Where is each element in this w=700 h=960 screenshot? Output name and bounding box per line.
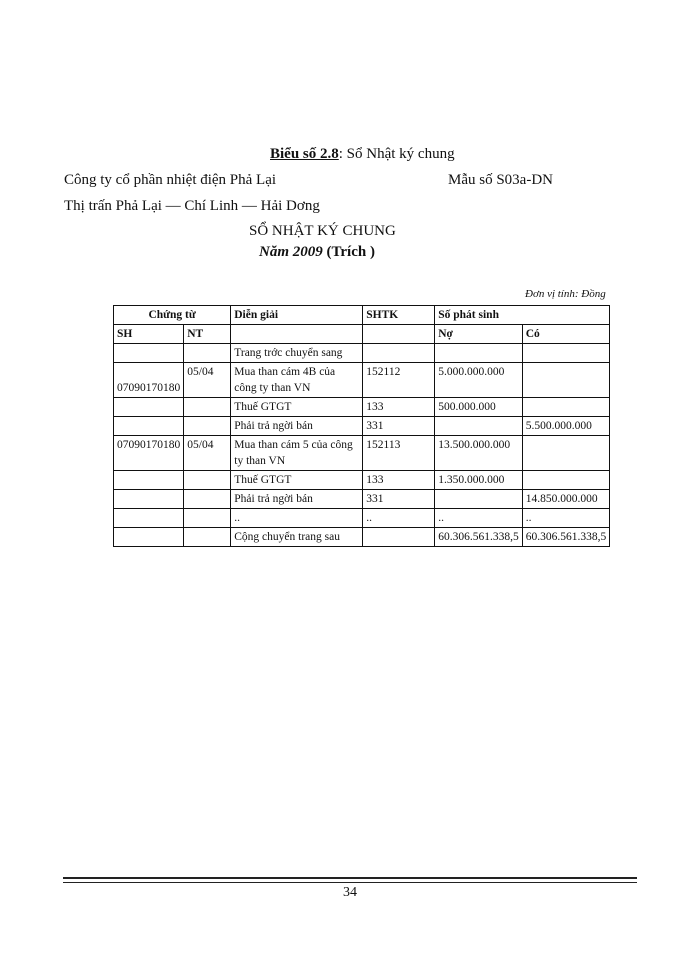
cell-co bbox=[522, 436, 610, 471]
cell-nt bbox=[184, 398, 231, 417]
journal-table bbox=[113, 305, 610, 547]
table-row bbox=[114, 490, 610, 509]
table-row bbox=[114, 363, 610, 398]
table-row bbox=[114, 436, 610, 471]
cell-dien-giai: Thuế GTGT bbox=[231, 471, 363, 490]
cell-shtk: 152113 bbox=[363, 436, 435, 471]
cell-no bbox=[435, 344, 523, 363]
header-co: Có bbox=[522, 325, 610, 344]
cell-nt bbox=[184, 528, 231, 547]
figure-caption bbox=[270, 146, 455, 163]
header-dien-giai-blank bbox=[231, 325, 363, 344]
cell-no: 60.306.561.338,5 bbox=[435, 528, 523, 547]
cell-dien-giai: Cộng chuyển trang sau bbox=[231, 528, 363, 547]
cell-nt: 05/04 bbox=[184, 363, 231, 398]
cell-no: 5.000.000.000 bbox=[435, 363, 523, 398]
cell-co: 60.306.561.338,5 bbox=[522, 528, 610, 547]
cell-sh bbox=[114, 490, 184, 509]
cell-no: 13.500.000.000 bbox=[435, 436, 523, 471]
cell-no: .. bbox=[435, 509, 523, 528]
cell-nt bbox=[184, 509, 231, 528]
caption-label: Biểu số 2.8 bbox=[270, 146, 339, 162]
footer-divider-thin bbox=[63, 882, 637, 883]
year-note: (Trích ) bbox=[322, 244, 375, 260]
cell-dien-giai: Mua than cám 5 của công ty than VN bbox=[231, 436, 363, 471]
cell-shtk: 331 bbox=[363, 490, 435, 509]
currency-unit: Đơn vị tính: Đồng bbox=[525, 288, 606, 300]
cell-shtk bbox=[363, 528, 435, 547]
header-chung-tu: Chứng từ bbox=[114, 306, 231, 325]
header-row-1 bbox=[114, 306, 610, 325]
cell-dien-giai: Phải trả ngời bán bbox=[231, 417, 363, 436]
header-no: Nợ bbox=[435, 325, 523, 344]
cell-shtk: 152112 bbox=[363, 363, 435, 398]
year-label: Năm 2009 bbox=[259, 244, 323, 260]
cell-dien-giai: Phải trả ngời bán bbox=[231, 490, 363, 509]
cell-no: 1.350.000.000 bbox=[435, 471, 523, 490]
cell-co bbox=[522, 363, 610, 398]
cell-shtk: 133 bbox=[363, 471, 435, 490]
cell-no: 500.000.000 bbox=[435, 398, 523, 417]
cell-shtk: 133 bbox=[363, 398, 435, 417]
footer-divider-thick bbox=[63, 877, 637, 879]
header-shtk: SHTK bbox=[363, 306, 435, 325]
cell-shtk: 331 bbox=[363, 417, 435, 436]
table-row bbox=[114, 344, 610, 363]
form-code: Mẫu số S03a-DN bbox=[448, 172, 553, 188]
cell-dien-giai: Trang trớc chuyển sang bbox=[231, 344, 363, 363]
cell-dien-giai: .. bbox=[231, 509, 363, 528]
cell-co bbox=[522, 344, 610, 363]
cell-sh: 07090170180 bbox=[114, 363, 184, 398]
cell-shtk: .. bbox=[363, 509, 435, 528]
cell-sh bbox=[114, 509, 184, 528]
table-row bbox=[114, 471, 610, 490]
cell-no bbox=[435, 417, 523, 436]
cell-no bbox=[435, 490, 523, 509]
cell-dien-giai: Thuế GTGT bbox=[231, 398, 363, 417]
cell-sh bbox=[114, 471, 184, 490]
cell-nt bbox=[184, 417, 231, 436]
cell-sh: 07090170180 bbox=[114, 436, 184, 471]
cell-co bbox=[522, 471, 610, 490]
cell-sh bbox=[114, 417, 184, 436]
cell-nt bbox=[184, 471, 231, 490]
page-number: 34 bbox=[343, 885, 357, 900]
header-sh: SH bbox=[114, 325, 184, 344]
cell-sh bbox=[114, 398, 184, 417]
header-row-2 bbox=[114, 325, 610, 344]
cell-nt bbox=[184, 344, 231, 363]
header-dien-giai: Diễn giải bbox=[231, 306, 363, 325]
company-name: Công ty cổ phần nhiệt điện Phả Lại bbox=[64, 172, 277, 188]
table-row bbox=[114, 398, 610, 417]
cell-sh bbox=[114, 528, 184, 547]
table-row-total bbox=[114, 528, 610, 547]
company-address: Thị trấn Phả Lại — Chí Linh — Hải Dơng bbox=[64, 198, 320, 214]
table-row bbox=[114, 417, 610, 436]
cell-co: 5.500.000.000 bbox=[522, 417, 610, 436]
document-year bbox=[259, 244, 375, 261]
cell-dien-giai: Mua than cám 4B của công ty than VN bbox=[231, 363, 363, 398]
cell-sh bbox=[114, 344, 184, 363]
header-so-phat-sinh: Số phát sinh bbox=[435, 306, 610, 325]
table-row bbox=[114, 509, 610, 528]
cell-shtk bbox=[363, 344, 435, 363]
caption-text: : Sổ Nhật ký chung bbox=[338, 146, 455, 162]
header-nt: NT bbox=[184, 325, 231, 344]
cell-nt bbox=[184, 490, 231, 509]
header-shtk-blank bbox=[363, 325, 435, 344]
cell-co bbox=[522, 398, 610, 417]
cell-co: .. bbox=[522, 509, 610, 528]
cell-nt: 05/04 bbox=[184, 436, 231, 471]
document-title: SỔ NHẬT KÝ CHUNG bbox=[249, 223, 396, 239]
cell-co: 14.850.000.000 bbox=[522, 490, 610, 509]
